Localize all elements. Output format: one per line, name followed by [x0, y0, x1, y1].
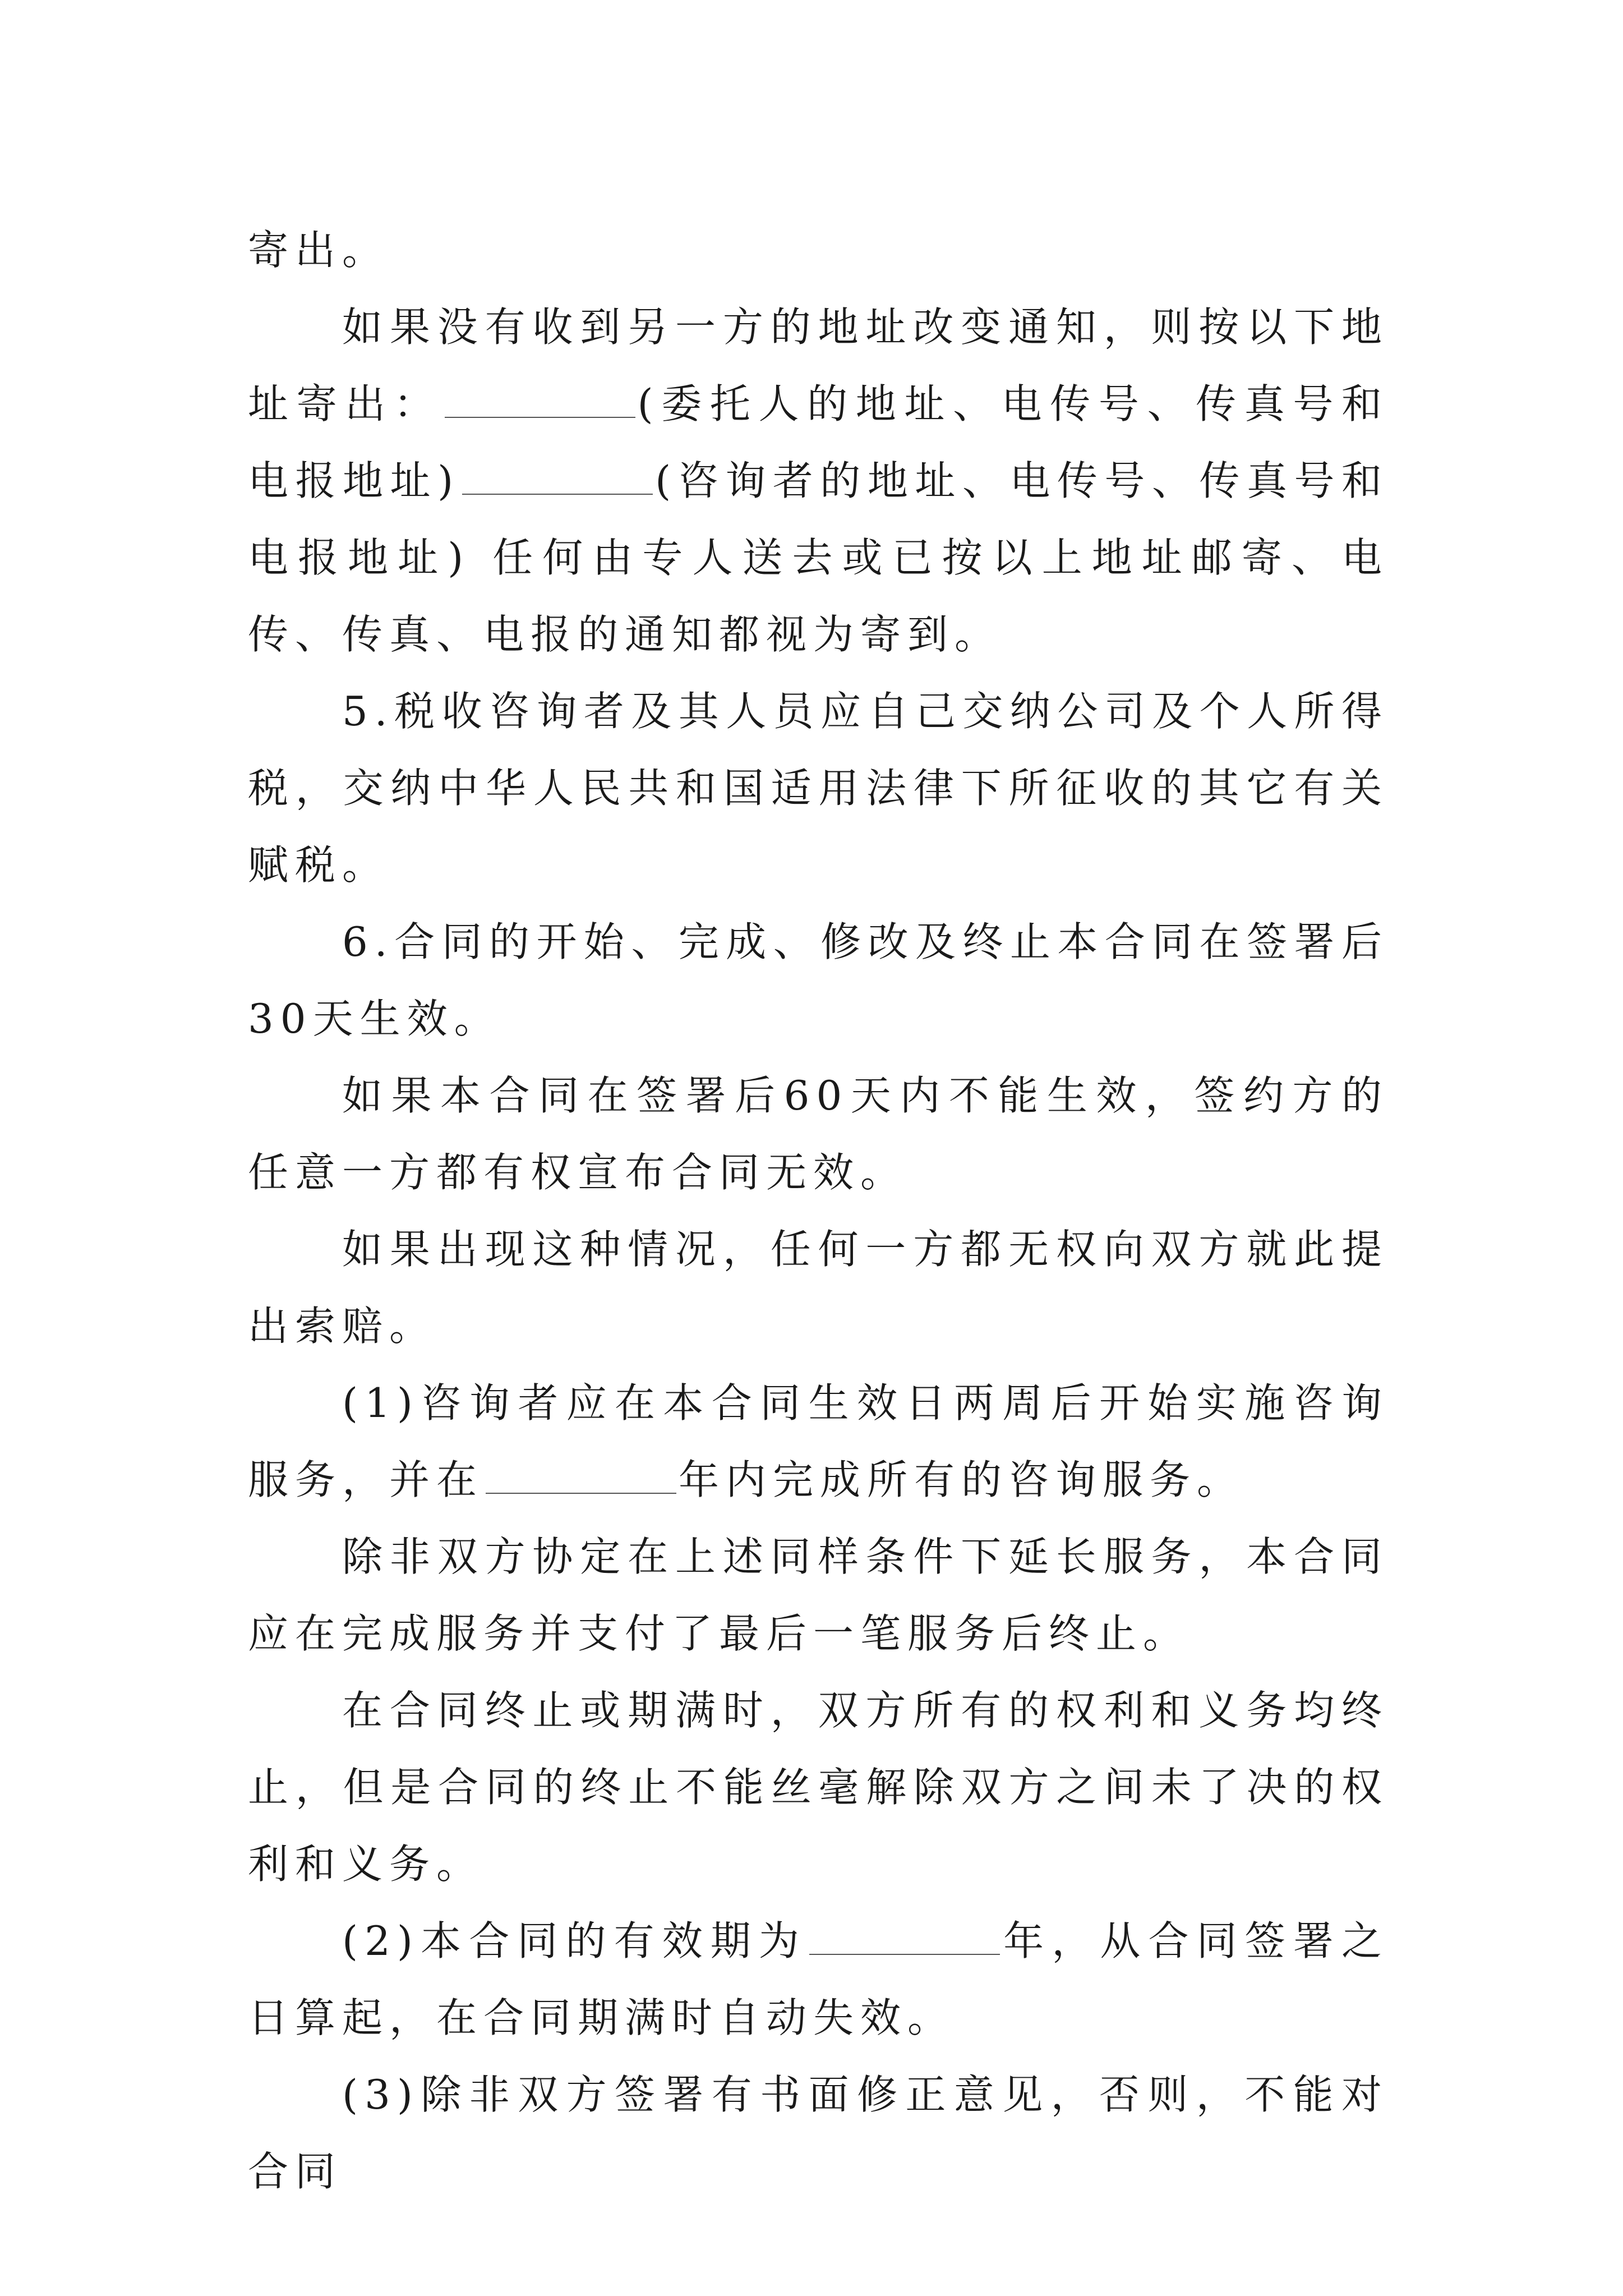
paragraph-1: 寄出。	[248, 227, 390, 274]
paragraph-5: 如果本合同在签署后60天内不能生效，签约方的任意一方都有权宣布合同无效。	[248, 1072, 1389, 1196]
paragraph-10	[248, 1903, 1389, 2056]
paragraph-3: 5.税收咨询者及其人员应自己交纳公司及个人所得税，交纳中华人民共和国适用法律下所征收的其它有关赋税。	[248, 688, 1389, 889]
paragraph-2	[248, 289, 1389, 673]
paragraph-4: 6.合同的开始、完成、修改及终止本合同在签署后30天生效。	[248, 918, 1389, 1042]
paragraph-7-text-b: 年内完成所有的咨询服务。	[679, 1456, 1244, 1503]
paragraph-11: (3)除非双方签署有书面修正意见，否则，不能对合同	[248, 2071, 1389, 2195]
blank-line	[486, 1459, 676, 1494]
paragraph-7	[248, 1365, 1389, 1519]
paragraph-8: 除非双方协定在上述同样条件下延长服务，本合同应在完成服务并支付了最后一笔服务后终止。	[248, 1533, 1389, 1657]
paragraph-7-text-a: (1)咨询者应在本合同生效日两周后开始实施咨询服务，并在	[248, 1379, 1389, 1503]
paragraph-2-text-b: (委托人的地址、电传号、传真号和电报地址)	[248, 380, 1389, 504]
paragraph-10-text-a: (2)本合同的有效期为	[342, 1917, 808, 1964]
paragraph-6: 如果出现这种情况，任何一方都无权向双方就此提出索赔。	[248, 1226, 1389, 1350]
blank-line	[462, 460, 653, 495]
paragraph-2-text-c: (咨询者的地址、电传号、传真号和电报地址) 任何由专人送去或已按以上地址邮寄、电传、传真、电报的通知都视为寄到。	[248, 457, 1389, 658]
paragraph-9: 在合同终止或期满时，双方所有的权利和义务均终止，但是合同的终止不能丝毫解除双方之间未了决的权利和义务。	[248, 1687, 1389, 1888]
document-body	[248, 212, 1389, 2210]
paragraph-2-text-a: 如果没有收到另一方的地址改变通知，则按以下地址寄出：	[248, 303, 1389, 427]
blank-line	[809, 1920, 1000, 1955]
paragraph-10-text-b: 年，从合同签署之日算起，在合同期满时自动失效。	[248, 1917, 1389, 2041]
blank-line	[445, 383, 635, 418]
